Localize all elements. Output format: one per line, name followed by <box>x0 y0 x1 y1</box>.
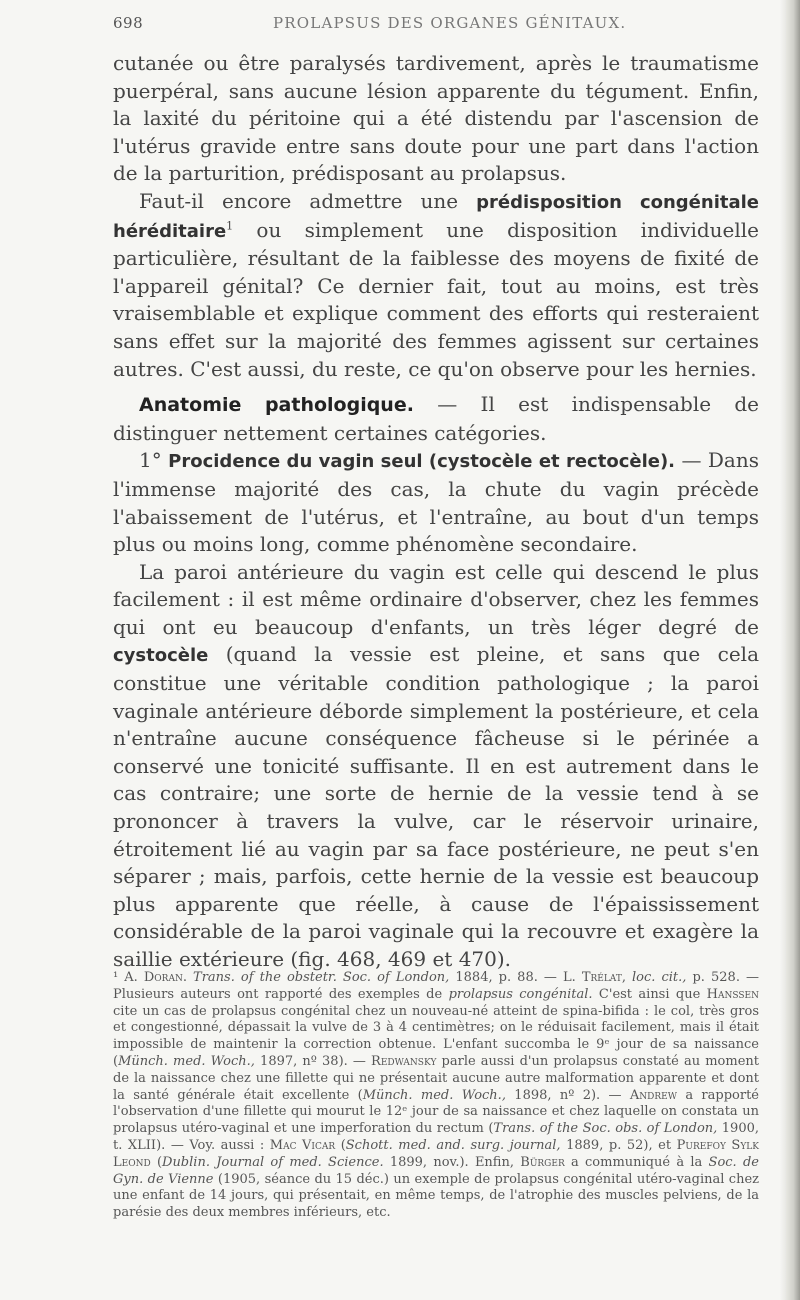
author-name: Purefoy Sylk Leond <box>113 1137 759 1170</box>
journal-title: loc. cit., <box>625 970 687 985</box>
author-name: Andrew <box>629 1087 677 1103</box>
page-header <box>113 14 800 40</box>
running-head: PROLAPSUS DES ORGANES GÉNITAUX. <box>273 14 627 32</box>
term-cystocele: cystocèle <box>113 645 209 667</box>
paragraph-2: Faut-il encore admettre une prédisposition congénitale héréditaire$^1$ ou simplement une disposition individuelle particulière, résultant de la faiblesse des moyens de fixité de l'appareil génital? Ce dernier fait, tout au moins, est très vraisemblable et explique comment des efforts qui resteraient sans effet sur la majorité des femmes agissent sur certaines autres. C'est aussi, du reste, ce qu'on observe pour les hernies. <box>113 188 760 381</box>
term-predisposition: prédisposition congénitale héréditaire <box>113 191 760 242</box>
journal-title: Münch. med. Woch., <box>362 1087 506 1103</box>
page-number: 698 <box>113 14 144 32</box>
journal-title: Dublin. Journal of med. Science. <box>162 1154 384 1170</box>
paragraph-4: 1° Procidence du vagin seul (cystocèle et rectocèle). — Dans l'immense majorité des cas, la chute du vagin précède l'abaissement de l'utérus, et l'entraîne, au bout d'un temps plus ou moins long, comme phénomène secondaire. <box>113 448 759 557</box>
author-name: Mac Vicar <box>269 1137 336 1153</box>
journal-title: Münch. med. Woch., <box>118 1053 255 1069</box>
emphasis: prolapsus congénital. <box>448 986 593 1002</box>
journal-title: Trans. of the Soc. obs. of London, <box>493 1121 718 1137</box>
paragraph-1: cutanée ou être paralysés tardivement, après le traumatisme puerpéral, sans aucune lésion apparente du tégument. Enfin, la laxité du péritoine qui a été distendu par l'ascension de l'utérus gravide entre sans doute pour une part dans l'action de la parturition, prédisposant au prolapsus. <box>113 51 759 186</box>
journal-title: Soc. de Gyn. de Vienne <box>113 1154 759 1187</box>
book-binding-edge <box>786 0 800 1300</box>
subheading-procidence: Procidence du vagin seul (cystocèle et rectocèle). <box>168 451 676 473</box>
footnote: ¹ A. Doran. Trans. of the obstetr. Soc. of London, 1884, p. 88. — L. Trélat, loc. cit., p. 528. — Plusieurs auteurs ont rapporté des exemples de prolapsus congénital. C'est ainsi que Hanssen cite un cas de prolapsus congénital chez un nouveau-né atteint de spina-bifida : le col, très gros et congestionné, dépassait la vulve de 3 à 4 centimètres; on le réduisait facilement, mais il était impossible de maintenir la correction obtenue. L'enfant succomba le 9ᵉ jour de sa naissance (Münch. med. Woch., 1897, nº 38). — Redwansky parle aussi d'un prolapsus constaté au moment de la naissance chez une fillette qui ne présentait aucune autre malformation apparente et dont la santé générale était excellente (Münch. med. Woch., 1898, nº 2). — Andrew a rapporté l'observation d'une fillette qui mourut le 12ᵉ jour de sa naissance et chez laquelle on constata un prolapsus utéro-vaginal et une imperforation du rectum (Trans. of the Soc. obs. of London, 1900, t. XLII). — Voy. aussi : Mac Vicar (Schott. med. and. surg. journal, 1889, p. 52), et Purefoy Sylk Leond (Dublin. Journal of med. Science. 1899, nov.). Enfin, Bürger a communiqué à la Soc. de Gyn. de Vienne (1905, séance du 15 déc.) un exemple de prolapsus congénital utéro-vaginal chez une enfant de 14 jours, qui présentait, en même temps, de l'atrophie des muscles pelviens, de la parésie des deux membres inférieurs, etc. <box>113 970 760 1221</box>
author-name: Doran. <box>143 970 187 985</box>
author-name: Hanssen <box>706 986 759 1002</box>
author-name: Redwansky <box>371 1053 437 1069</box>
paragraph-3: Anatomie pathologique. — Il est indispensable de distinguer nettement certaines catégories. <box>113 392 759 445</box>
footnote-ref[interactable]: 1 <box>226 218 234 232</box>
paragraph-5: La paroi antérieure du vagin est celle qui descend le plus facilement : il est même ordinaire d'observer, chez les femmes qui ont eu beaucoup d'enfants, un très léger degré de cystocèle (quand la vessie est pleine, et sans que cela constitue une véritable condition pathologique ; la paroi vaginale antérieure déborde simplement la postérieure, et cela n'entraîne aucune conséquence fâcheuse si le périnée a conservé une tonicité suffisante. Il en est autrement dans le cas contraire; une sorte de hernie de la vessie tend à se prononcer à travers la vulve, car le réservoir urinaire, étroitement lié au vagin par sa face postérieure, ne peut s'en séparer ; mais, parfois, cette hernie de la vessie est beaucoup plus apparente que réelle, à cause de l'épaississement considérable de la paroi vaginale qui la recouvre et exagère la saillie extérieure (fig. 468, 469 et 470). <box>113 559 759 971</box>
author-name: Bürger <box>520 1154 565 1170</box>
section-heading: Anatomie pathologique. <box>139 394 414 417</box>
author-name: Trélat, <box>581 970 626 985</box>
journal-title: Schott. med. and. surg. journal, <box>345 1137 561 1153</box>
body-text <box>113 50 759 974</box>
journal-title: Trans. of the obstetr. Soc. of London, <box>186 970 450 985</box>
